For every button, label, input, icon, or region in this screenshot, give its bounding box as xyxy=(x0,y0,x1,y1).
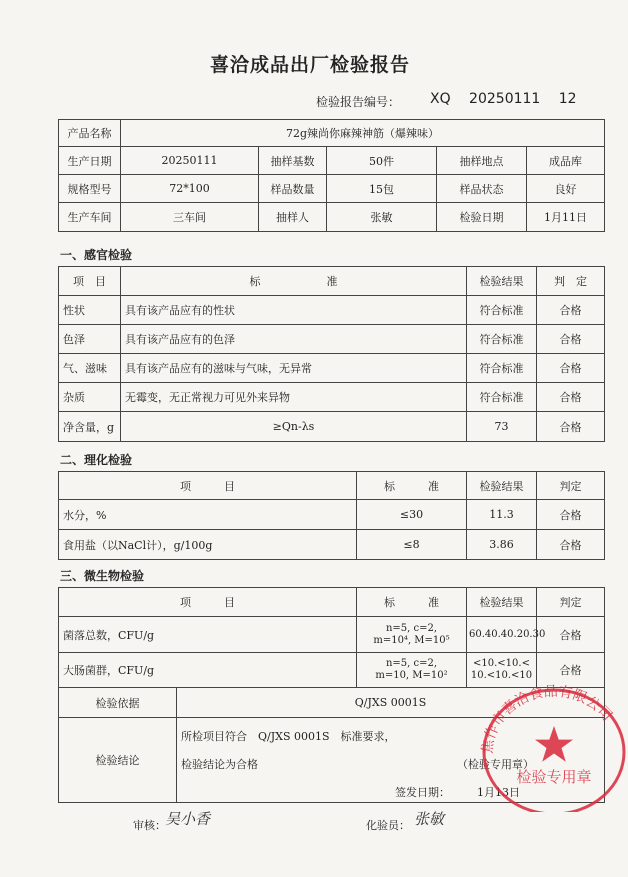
seal-star-icon xyxy=(535,726,573,762)
info-table xyxy=(58,119,605,232)
sample-base-label: 抽样基数 xyxy=(259,147,327,175)
sensory-judge: 合格 xyxy=(537,325,605,354)
sensory-std: ≥Qn-λs xyxy=(121,412,467,442)
micro-h-std: 标 准 xyxy=(357,588,467,617)
table-row xyxy=(59,617,605,653)
micro-item: 菌落总数，CFU/g xyxy=(59,617,357,653)
conclusion-label: 检验结论 xyxy=(59,718,177,803)
report-no-label: 检验报告编号： xyxy=(316,95,401,109)
physchem-h-item: 项 目 xyxy=(59,472,357,500)
company-seal xyxy=(478,682,628,812)
micro-result: 60.40.40.20.30 xyxy=(467,617,537,653)
sample-qty: 15包 xyxy=(327,175,437,203)
conclusion-line1: 所检项目符合 Q/JXS 0001S 标准要求， xyxy=(181,730,396,743)
seal-company-text: 焦作市喜洽食品有限公司 xyxy=(479,683,615,755)
table-row xyxy=(59,530,605,560)
physchem-h-judge: 判定 xyxy=(537,472,605,500)
sensory-item: 性状 xyxy=(59,296,121,325)
sensory-h-judge: 判 定 xyxy=(537,267,605,296)
sample-state-label: 样品状态 xyxy=(437,175,527,203)
prod-date-label: 生产日期 xyxy=(59,147,121,175)
sensory-result: 符合标准 xyxy=(467,354,537,383)
spec-label: 规格型号 xyxy=(59,175,121,203)
workshop: 三车间 xyxy=(121,203,259,232)
basis-value: Q/JXS 0001S xyxy=(177,688,605,718)
table-row xyxy=(59,383,605,412)
physchem-table xyxy=(58,471,605,560)
conclusion-line2: 检验结论为合格 xyxy=(181,758,258,771)
sensory-std: 具有该产品应有的色泽 xyxy=(121,325,467,354)
micro-heading: 三、微生物检验 xyxy=(60,569,145,583)
sensory-item: 气、滋味 xyxy=(59,354,121,383)
physchem-result: 11.3 xyxy=(467,500,537,530)
sensory-std: 无霉变，无正常视力可见外来异物 xyxy=(121,383,467,412)
physchem-h-std: 标 准 xyxy=(357,472,467,500)
micro-h-judge: 判定 xyxy=(537,588,605,617)
physchem-heading: 二、理化检验 xyxy=(60,453,133,467)
product-name-label: 产品名称 xyxy=(59,120,121,147)
sign-date: 1月13日 xyxy=(477,786,520,799)
physchem-item: 食用盐（以NaCl计），g/100g xyxy=(59,530,357,560)
sensory-h-item: 项 目 xyxy=(59,267,121,296)
sample-qty-label: 样品数量 xyxy=(259,175,327,203)
reviewer-label: 审核： xyxy=(133,819,166,832)
chemist-label: 化验员： xyxy=(366,819,410,832)
product-name: 72g辣尚你麻辣神筋（爆辣味） xyxy=(121,120,605,147)
micro-h-item: 项 目 xyxy=(59,588,357,617)
physchem-judge: 合格 xyxy=(537,500,605,530)
sensory-item: 杂质 xyxy=(59,383,121,412)
sample-place-label: 抽样地点 xyxy=(437,147,527,175)
table-row xyxy=(59,412,605,442)
seal-purpose-text: 检验专用章 xyxy=(516,768,592,786)
micro-item: 大肠菌群，CFU/g xyxy=(59,653,357,688)
physchem-judge: 合格 xyxy=(537,530,605,560)
sensory-item: 净含量，g xyxy=(59,412,121,442)
table-row xyxy=(59,354,605,383)
micro-std-line2: m=10⁴, M=10⁵ xyxy=(373,634,450,646)
stamp-note: （检验专用章） xyxy=(457,758,534,771)
table-row xyxy=(59,325,605,354)
table-row xyxy=(59,500,605,530)
sensory-judge: 合格 xyxy=(537,412,605,442)
reviewer-signature: 吴小香 xyxy=(165,810,211,828)
micro-std-line1: n=5, c=2, xyxy=(385,622,438,634)
sensory-h-result: 检验结果 xyxy=(467,267,537,296)
sensory-h-std: 标 准 xyxy=(121,267,467,296)
sensory-std: 具有该产品应有的性状 xyxy=(121,296,467,325)
sensory-judge: 合格 xyxy=(537,354,605,383)
sensory-std: 具有该产品应有的滋味与气味，无异常 xyxy=(121,354,467,383)
sensory-item: 色泽 xyxy=(59,325,121,354)
micro-h-result: 检验结果 xyxy=(467,588,537,617)
prod-date: 20250111 xyxy=(121,147,259,175)
sample-place: 成品库 xyxy=(527,147,605,175)
sensory-result: 73 xyxy=(467,412,537,442)
sensory-judge: 合格 xyxy=(537,296,605,325)
micro-judge: 合格 xyxy=(537,617,605,653)
test-date-label: 检验日期 xyxy=(437,203,527,232)
spec: 72*100 xyxy=(121,175,259,203)
report-no-value: XQ 20250111 12 xyxy=(430,91,577,107)
physchem-result: 3.86 xyxy=(467,530,537,560)
physchem-item: 水分，% xyxy=(59,500,357,530)
sample-base: 50件 xyxy=(327,147,437,175)
physchem-std: ≤30 xyxy=(357,500,467,530)
physchem-std: ≤8 xyxy=(357,530,467,560)
micro-judge: 合格 xyxy=(537,653,605,688)
micro-std-line1: n=5, c=2, xyxy=(385,658,438,669)
sensory-table xyxy=(58,266,605,442)
sample-state: 良好 xyxy=(527,175,605,203)
sensory-result: 符合标准 xyxy=(467,296,537,325)
sensory-result: 符合标准 xyxy=(467,325,537,354)
sampler-label: 抽样人 xyxy=(259,203,327,232)
micro-result: <10.<10.< 10.<10.<10 xyxy=(467,653,537,688)
sampler: 张敏 xyxy=(327,203,437,232)
workshop-label: 生产车间 xyxy=(59,203,121,232)
table-row xyxy=(59,296,605,325)
sign-date-label: 签发日期： xyxy=(395,786,450,799)
sensory-result: 符合标准 xyxy=(467,383,537,412)
chemist-signature: 张敏 xyxy=(414,810,445,828)
physchem-h-result: 检验结果 xyxy=(467,472,537,500)
report-title: 喜洽成品出厂检验报告 xyxy=(209,54,410,76)
test-date: 1月11日 xyxy=(527,203,605,232)
basis-label: 检验依据 xyxy=(59,688,177,718)
sensory-heading: 一、感官检验 xyxy=(60,248,133,262)
micro-std-line2: m=10, M=10² xyxy=(375,670,448,681)
sensory-judge: 合格 xyxy=(537,383,605,412)
